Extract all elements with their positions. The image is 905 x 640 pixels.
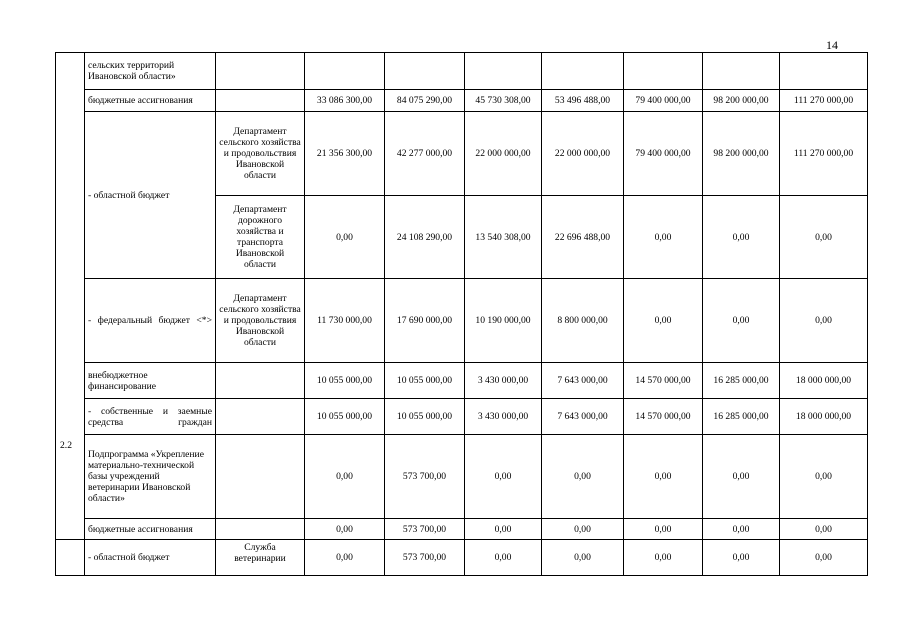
value-cell: 10 055 000,00 <box>385 363 465 399</box>
table-row <box>56 519 868 540</box>
value-cell: 3 430 000,00 <box>465 363 542 399</box>
value-cell <box>385 53 465 90</box>
value-cell <box>542 53 624 90</box>
table-row <box>56 90 868 112</box>
value-cell: 21 356 300,00 <box>305 112 385 196</box>
dept-cell: Служба ветеринарии <box>216 540 305 576</box>
value-cell: 33 086 300,00 <box>305 90 385 112</box>
value-cell: 0,00 <box>465 519 542 540</box>
value-cell: 10 190 000,00 <box>465 279 542 363</box>
value-cell: 8 800 000,00 <box>542 279 624 363</box>
table-row <box>56 399 868 435</box>
value-cell: 10 055 000,00 <box>305 363 385 399</box>
desc-cell: Подпрограмма «Укрепление материально-технической базы учреждений ветеринарии Ивановской области» <box>85 435 216 519</box>
value-cell: 17 690 000,00 <box>385 279 465 363</box>
desc-cell: - областной бюджет <box>85 540 216 576</box>
value-cell: 10 055 000,00 <box>385 399 465 435</box>
value-cell: 0,00 <box>624 519 703 540</box>
value-cell <box>465 53 542 90</box>
section-index: 2.2 <box>60 440 72 451</box>
value-cell: 0,00 <box>624 435 703 519</box>
value-cell: 16 285 000,00 <box>703 363 780 399</box>
desc-cell: сельских территорий Ивановской области» <box>85 53 216 90</box>
value-cell: 0,00 <box>780 519 868 540</box>
value-cell: 0,00 <box>780 435 868 519</box>
value-cell: 98 200 000,00 <box>703 112 780 196</box>
value-cell: 0,00 <box>624 540 703 576</box>
dept-cell <box>216 399 305 435</box>
table-row <box>56 435 868 519</box>
value-cell: 24 108 290,00 <box>385 196 465 279</box>
row-index-cell <box>56 53 85 576</box>
dept-cell <box>216 53 305 90</box>
value-cell: 53 496 488,00 <box>542 90 624 112</box>
value-cell: 573 700,00 <box>385 519 465 540</box>
value-cell: 0,00 <box>305 540 385 576</box>
value-cell: 79 400 000,00 <box>624 90 703 112</box>
value-cell: 22 000 000,00 <box>542 112 624 196</box>
value-cell <box>305 53 385 90</box>
value-cell <box>703 53 780 90</box>
desc-cell: бюджетные ассигнования <box>85 90 216 112</box>
value-cell: 84 075 290,00 <box>385 90 465 112</box>
value-cell: 0,00 <box>703 196 780 279</box>
desc-cell: бюджетные ассигнования <box>85 519 216 540</box>
value-cell: 573 700,00 <box>385 540 465 576</box>
value-cell: 0,00 <box>305 196 385 279</box>
value-cell: 0,00 <box>780 540 868 576</box>
value-cell: 0,00 <box>465 435 542 519</box>
value-cell: 573 700,00 <box>385 435 465 519</box>
value-cell: 10 055 000,00 <box>305 399 385 435</box>
dept-cell <box>216 90 305 112</box>
table-row <box>56 279 868 363</box>
value-cell: 0,00 <box>465 540 542 576</box>
value-cell: 0,00 <box>305 519 385 540</box>
dept-cell <box>216 519 305 540</box>
value-cell: 0,00 <box>703 279 780 363</box>
value-cell: 0,00 <box>542 435 624 519</box>
desc-cell: - собственные и заемные средства граждан <box>85 399 216 435</box>
value-cell: 98 200 000,00 <box>703 90 780 112</box>
dept-cell: Департамент сельского хозяйства и продовольствия Ивановской области <box>216 112 305 196</box>
page-number: 14 <box>826 38 838 52</box>
value-cell: 14 570 000,00 <box>624 363 703 399</box>
dept-cell <box>216 435 305 519</box>
budget-table <box>55 52 868 576</box>
value-cell: 7 643 000,00 <box>542 363 624 399</box>
value-cell: 0,00 <box>542 519 624 540</box>
table-row <box>56 363 868 399</box>
value-cell: 0,00 <box>542 540 624 576</box>
value-cell: 7 643 000,00 <box>542 399 624 435</box>
value-cell <box>780 53 868 90</box>
value-cell: 0,00 <box>305 435 385 519</box>
desc-cell: внебюджетное финансирование <box>85 363 216 399</box>
desc-cell: - федеральный бюджет <*> <box>85 279 216 363</box>
value-cell: 22 696 488,00 <box>542 196 624 279</box>
value-cell: 18 000 000,00 <box>780 399 868 435</box>
value-cell: 13 540 308,00 <box>465 196 542 279</box>
value-cell: 14 570 000,00 <box>624 399 703 435</box>
table-row <box>56 53 868 90</box>
row-divider <box>55 539 85 540</box>
value-cell: 42 277 000,00 <box>385 112 465 196</box>
value-cell: 22 000 000,00 <box>465 112 542 196</box>
value-cell: 16 285 000,00 <box>703 399 780 435</box>
value-cell: 3 430 000,00 <box>465 399 542 435</box>
value-cell: 111 270 000,00 <box>780 90 868 112</box>
table-row <box>56 540 868 576</box>
value-cell: 0,00 <box>780 279 868 363</box>
value-cell: 0,00 <box>703 435 780 519</box>
value-cell: 0,00 <box>780 196 868 279</box>
value-cell: 45 730 308,00 <box>465 90 542 112</box>
dept-cell: Департамент сельского хозяйства и продовольствия Ивановской области <box>216 279 305 363</box>
value-cell: 0,00 <box>624 196 703 279</box>
value-cell: 18 000 000,00 <box>780 363 868 399</box>
value-cell: 11 730 000,00 <box>305 279 385 363</box>
value-cell: 0,00 <box>703 519 780 540</box>
value-cell: 79 400 000,00 <box>624 112 703 196</box>
value-cell: 0,00 <box>624 279 703 363</box>
value-cell: 111 270 000,00 <box>780 112 868 196</box>
dept-cell <box>216 363 305 399</box>
table-row <box>56 112 868 196</box>
value-cell <box>624 53 703 90</box>
desc-cell: - областной бюджет <box>85 112 216 279</box>
value-cell: 0,00 <box>703 540 780 576</box>
dept-cell: Департамент дорожного хозяйства и транспорта Ивановской области <box>216 196 305 279</box>
